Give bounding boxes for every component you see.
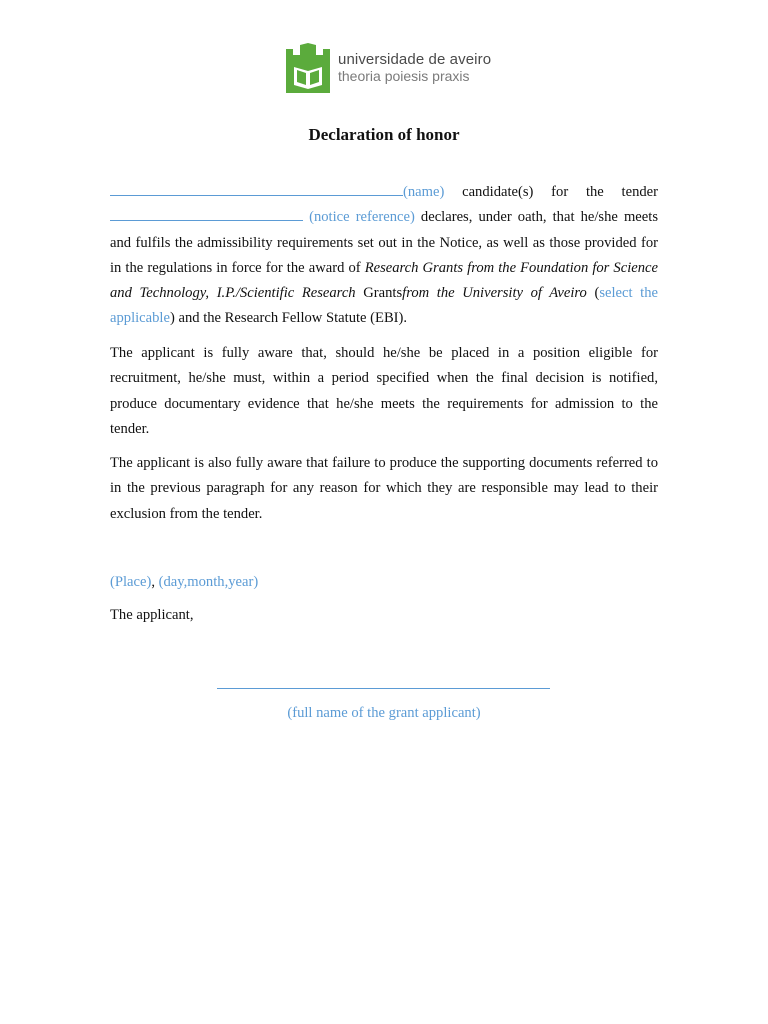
paragraph-text: (: [594, 285, 600, 302]
italic-university-text: from the University of Aveiro: [402, 285, 587, 302]
notice-reference-blank[interactable]: [110, 206, 303, 221]
exclusion-paragraph: The applicant is also fully aware that failure to produce the supporting documents referred to in the previous paragraph for any reason for which they are responsible may lead to their exclusion from the tender.: [110, 455, 658, 522]
paragraph-text: Grants: [363, 285, 403, 302]
date-placeholder[interactable]: (day,month,year): [158, 574, 259, 590]
place-date-line: [110, 574, 258, 591]
notice-reference-placeholder: (notice reference): [309, 209, 415, 226]
university-logo: [286, 42, 491, 94]
applicant-label: The applicant,: [110, 607, 194, 623]
awareness-paragraph: The applicant is fully aware that, should he/she be placed in a position eligible for recruitment, he/she must, within a period specified when the final decision is notified, produce documentary evidence that he/she meets the requirements for admission to the tender.: [110, 345, 658, 437]
name-blank[interactable]: [110, 181, 403, 196]
signature-line[interactable]: [217, 688, 550, 689]
name-placeholder: (name): [403, 184, 445, 200]
separator: ,: [151, 574, 155, 590]
logo-motto: theoria poiesis praxis: [338, 68, 470, 84]
paragraph-text: ) and the Research Fellow Statute (EBI).: [169, 310, 408, 327]
logo-university-name: universidade de aveiro: [338, 51, 492, 68]
document-title: Declaration of honor: [308, 125, 460, 144]
paragraph-text: candidate(s) for the tender: [462, 184, 658, 200]
italic-grant-text: Research Grants from the Foundation for Science and Technology, I.P./Scientific Research: [110, 259, 658, 302]
declaration-paragraph: [110, 180, 658, 332]
full-name-placeholder: (full name of the grant applicant): [287, 705, 481, 721]
university-logo-icon: [286, 43, 330, 93]
place-placeholder[interactable]: (Place): [110, 574, 152, 590]
select-applicable-placeholder: select the applicable: [110, 285, 658, 327]
paragraph-text: declares, under oath, that he/she meets and fulfils the admissibility requirements set out in the Notice, as well as those provided for in the regulations in force for the award of: [110, 209, 658, 276]
